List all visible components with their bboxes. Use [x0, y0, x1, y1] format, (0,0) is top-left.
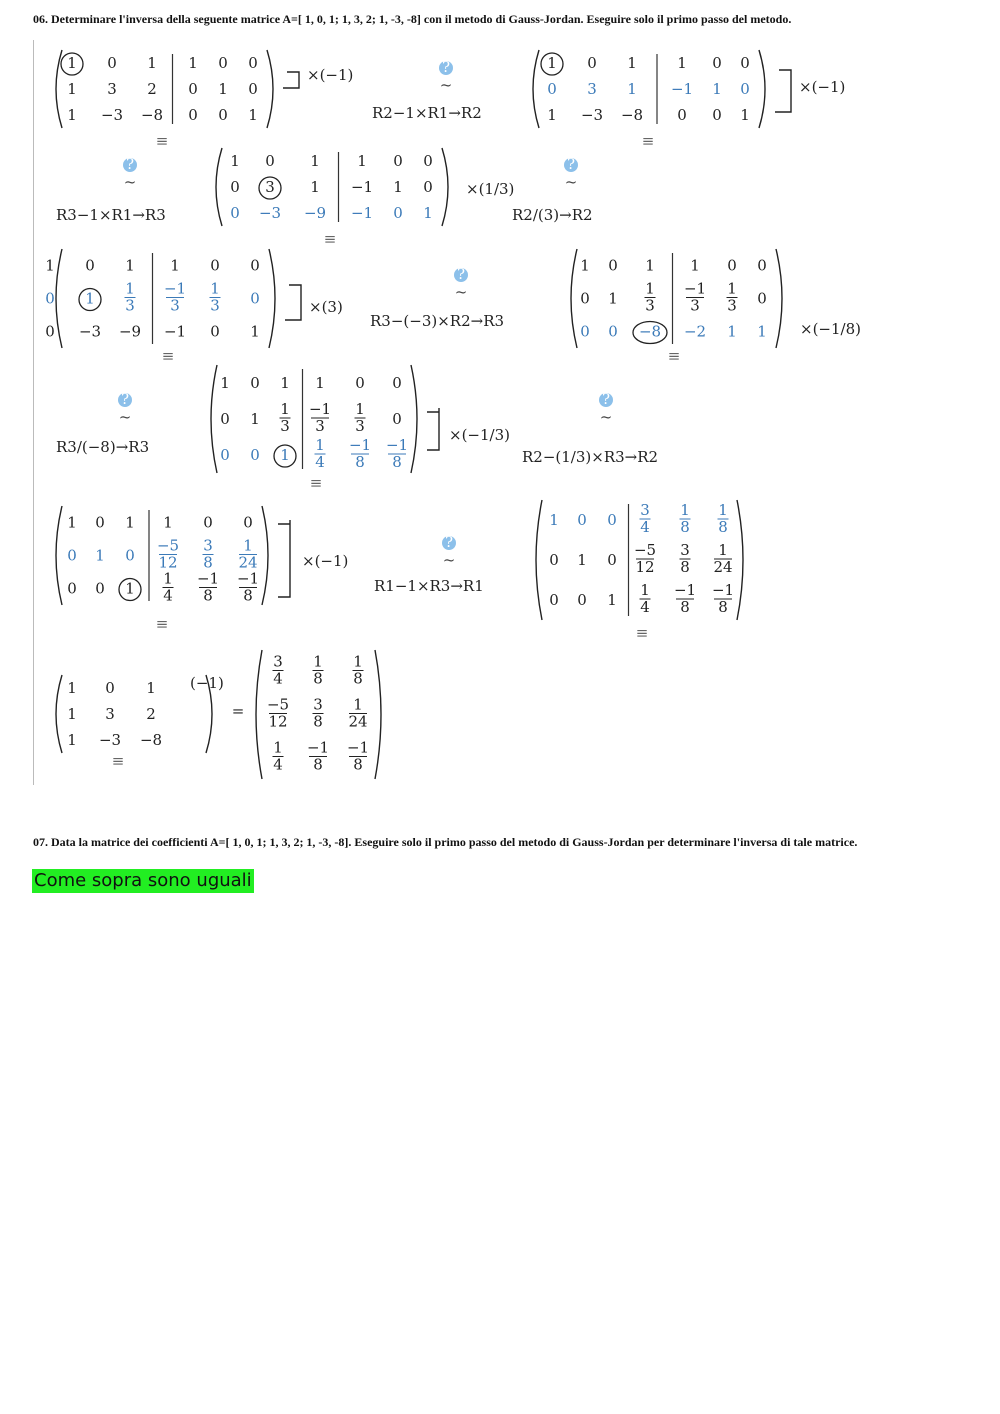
matrix-3-cell-2-1: −3 [258, 204, 282, 222]
matrix-3-cell-1-4: 1 [393, 178, 403, 196]
matrix-4-cell-0-1: 0 [85, 256, 95, 275]
matrix-3-cell-0-4: 0 [393, 152, 403, 170]
matrix-7-cell-0-5: 0 [243, 513, 253, 532]
matrix-2-cell-0-0: 1 [547, 54, 557, 72]
matrix-4-cell-0-5: 0 [250, 256, 260, 275]
operation-4: R3−(−3)×R2→R3 [370, 312, 505, 330]
tilde-icon-help-question-icon-6: ~ [599, 408, 613, 426]
matrix-7-cell-2-4-den: 8 [203, 586, 213, 605]
matrix-5-cell-2-5: 1 [757, 322, 767, 341]
matrix-4-left-paren [56, 249, 62, 348]
matrix-7-cell-2-1: 0 [95, 579, 105, 598]
equiv-icon-final: ≡ [111, 752, 125, 770]
matrix-5-cell-0-5: 0 [757, 256, 767, 275]
matrix-4-cell-2-1: −3 [78, 322, 102, 341]
matrix-7-cell-0-3: 1 [163, 513, 173, 532]
matrix-1-cell-1-5: 0 [248, 80, 258, 98]
matrix-8-cell-2-5-num: −1 [711, 581, 735, 599]
matrix-1-cell-1-4: 1 [218, 80, 228, 98]
matrix-4-right-paren [269, 249, 275, 348]
matrix-2-cell-2-1: −3 [580, 106, 604, 124]
final-A-cell-0-2: 1 [146, 679, 156, 697]
matrix-2-cell-0-2: 1 [627, 54, 637, 72]
matrix-7-cell-1-1: 1 [95, 546, 105, 565]
matrix-4-cell-0-2: 1 [125, 256, 135, 275]
equiv-icon-m8: ≡ [635, 624, 649, 642]
matrix-8-cell-0-2: 0 [607, 511, 617, 529]
matrix-2-cell-2-0: 1 [547, 106, 557, 124]
tilde-icon-help-question-icon-5: ~ [118, 408, 132, 426]
matrix-2-cell-1-4: 1 [712, 80, 722, 98]
matrix-7-right-paren [262, 506, 268, 605]
matrix-4-cell-1-4-den: 3 [210, 296, 220, 315]
matrix-3-cell-1-0: 0 [230, 178, 240, 196]
matrix-8-cell-1-5-den: 24 [713, 558, 733, 576]
matrix-6-cell-2-1: 0 [250, 446, 260, 464]
matrix-6-cell-1-3-num: −1 [308, 400, 332, 418]
operation-6: R2−(1/3)×R3→R2 [522, 448, 659, 466]
matrix-2-cell-1-3: −1 [670, 80, 694, 98]
operation-5: R3/(−8)→R3 [56, 438, 150, 456]
matrix-2-cell-2-2: −8 [620, 106, 644, 124]
matrix-8-cell-2-2: 1 [607, 591, 617, 609]
final-A-cell-0-0: 1 [67, 679, 77, 697]
equiv-icon-m2: ≡ [641, 132, 655, 150]
matrix-4-cell-0-0: 1 [45, 256, 55, 275]
matrix-5-cell-2-0: 0 [580, 322, 590, 341]
matrix-1-cell-0-3: 1 [188, 54, 198, 72]
row-op-arrow-5 [278, 520, 290, 597]
matrix-5-cell-0-1: 0 [608, 256, 618, 275]
final-A-cell-2-0: 1 [67, 731, 77, 749]
matrix-8-cell-2-0: 0 [549, 591, 559, 609]
matrix-5-cell-0-4: 0 [727, 256, 737, 275]
matrix-5-cell-1-1: 1 [608, 289, 618, 308]
matrix-6-right-paren [411, 365, 417, 473]
matrix-5-cell-1-0: 0 [580, 289, 590, 308]
matrix-4-cell-1-4-num: 1 [210, 279, 220, 298]
final-inverse-cell-2-1-num: −1 [306, 738, 330, 757]
final-inverse-cell-2-2-num: −1 [346, 738, 370, 757]
matrix-7-cell-2-4-num: −1 [196, 569, 220, 588]
final-inverse-cell-1-2-num: 1 [353, 695, 363, 714]
matrix-2-cell-1-1: 3 [587, 80, 597, 98]
final-inverse-cell-2-0-den: 4 [273, 755, 283, 774]
help-question-icon-4-mark: ? [456, 265, 466, 283]
matrix-4-cell-1-0: 0 [45, 289, 55, 308]
matrix-6-cell-0-4: 0 [355, 374, 365, 392]
matrix-7-cell-1-3-den: 12 [158, 553, 178, 572]
matrix-6-cell-2-2: 1 [280, 446, 290, 464]
final-inverse-cell-2-2-den: 8 [353, 755, 363, 774]
matrix-6-cell-2-4-num: −1 [348, 436, 372, 454]
matrix-3-cell-2-3: −1 [350, 204, 374, 222]
matrix-5-cell-1-4-num: 1 [727, 279, 737, 298]
matrix-8-cell-1-1: 1 [577, 551, 587, 569]
matrix-2-cell-0-3: 1 [677, 54, 687, 72]
equiv-icon-m6: ≡ [309, 474, 323, 492]
operation-2: R3−1×R1→R3 [56, 206, 166, 224]
final-inverse-cell-0-1-den: 8 [313, 669, 323, 688]
matrix-1-cell-2-3: 0 [188, 106, 198, 124]
tilde-icon-help-question-icon-3: ~ [564, 173, 578, 191]
matrix-5-cell-0-3: 1 [690, 256, 700, 275]
matrix-8-cell-1-3-den: 12 [635, 558, 655, 576]
matrix-5-left-paren [571, 249, 577, 348]
matrix-6-cell-0-3: 1 [315, 374, 325, 392]
matrix-8-cell-0-4-num: 1 [680, 501, 690, 519]
question-07-title: 07. Data la matrice dei coefficienti A=[ 1, 0, 1; 1, 3, 2; 1, -3, -8]. Eseguire solo il primo passo del metodo di Gauss-Jordan per determinare l'inversa di tale matrice. [33, 835, 858, 849]
matrix-7-cell-2-2: 1 [125, 579, 135, 598]
matrix-8-cell-2-1: 0 [577, 591, 587, 609]
matrix-6-cell-2-4-den: 8 [355, 453, 365, 471]
final-inverse-cell-0-0-den: 4 [273, 669, 283, 688]
matrix-6-cell-0-1: 0 [250, 374, 260, 392]
final-inverse-cell-1-1-den: 8 [313, 712, 323, 731]
matrix-7-cell-0-4: 0 [203, 513, 213, 532]
question-06-title: 06. Determinare l'inversa della seguente matrice A=[ 1, 0, 1; 1, 3, 2; 1, -3, -8] con il metodo di Gauss-Jordan. Eseguire solo il primo passo del metodo. [33, 12, 792, 26]
row-op-arrow-4 [427, 408, 439, 450]
multiplier-2: ×(−1) [799, 78, 846, 96]
matrix-5-cell-1-5: 0 [757, 289, 767, 308]
matrix-3-cell-1-2: 1 [310, 178, 320, 196]
matrix-1-cell-1-0: 1 [67, 80, 77, 98]
final-inverse-cell-0-2-num: 1 [353, 652, 363, 671]
matrix-4-cell-2-0: 0 [45, 322, 55, 341]
matrix-6-cell-1-2-den: 3 [280, 417, 290, 435]
matrix-7-cell-1-5-den: 24 [238, 553, 258, 572]
matrix-6-cell-1-4-den: 3 [355, 417, 365, 435]
matrix-1-cell-0-1: 0 [107, 54, 117, 72]
matrix-8-cell-0-0: 1 [549, 511, 559, 529]
tilde-icon-help-question-icon-1: ~ [439, 76, 453, 94]
matrix-3-cell-1-3: −1 [350, 178, 374, 196]
equiv-icon-m5: ≡ [667, 347, 681, 365]
matrix-8-cell-2-4-den: 8 [680, 598, 690, 616]
final-inverse-cell-0-2-den: 8 [353, 669, 363, 688]
matrix-3-cell-0-0: 1 [230, 152, 240, 170]
matrix-8-cell-2-4-num: −1 [673, 581, 697, 599]
matrix-2-cell-0-5: 0 [740, 54, 750, 72]
matrix-1-cell-2-0: 1 [67, 106, 77, 124]
matrix-7-cell-2-3-num: 1 [163, 569, 173, 588]
final-inverse-cell-1-0-num: −5 [266, 695, 290, 714]
matrix-3-right-paren [442, 148, 448, 226]
matrix-5-cell-1-3-den: 3 [690, 296, 700, 315]
operation-1: R2−1×R1→R2 [372, 104, 482, 122]
equiv-icon-m4: ≡ [161, 347, 175, 365]
matrix-7-cell-1-3-num: −5 [156, 536, 180, 555]
final-A-left-paren [56, 675, 62, 753]
final-inverse-exponent: (−1) [190, 674, 224, 692]
matrix-4-cell-0-4: 0 [210, 256, 220, 275]
matrix-3-left-paren [216, 148, 222, 226]
help-question-icon-7-mark: ? [444, 533, 454, 551]
matrix-8-cell-0-1: 0 [577, 511, 587, 529]
matrix-7-cell-1-4-num: 3 [203, 536, 213, 555]
matrix-4-cell-1-3-den: 3 [170, 296, 180, 315]
matrix-2-cell-2-5: 1 [740, 106, 750, 124]
matrix-7-left-paren [56, 506, 62, 605]
final-A-cell-0-1: 0 [105, 679, 115, 697]
matrix-3-cell-2-2: −9 [303, 204, 327, 222]
matrix-1-cell-2-4: 0 [218, 106, 228, 124]
matrix-1-cell-1-1: 3 [107, 80, 117, 98]
matrix-2-cell-0-1: 0 [587, 54, 597, 72]
matrix-8-cell-0-5-den: 8 [718, 518, 728, 536]
equiv-icon-m1: ≡ [155, 132, 169, 150]
matrix-3-cell-1-1: 3 [265, 178, 275, 196]
final-A-cell-1-1: 3 [105, 705, 115, 723]
matrix-4-cell-2-4: 0 [210, 322, 220, 341]
matrix-6-cell-1-2-num: 1 [280, 400, 290, 418]
matrix-2-left-paren [533, 50, 539, 128]
matrix-2-cell-0-4: 0 [712, 54, 722, 72]
matrix-1-cell-2-1: −3 [100, 106, 124, 124]
matrix-2-cell-1-2: 1 [627, 80, 637, 98]
matrix-7-cell-2-0: 0 [67, 579, 77, 598]
matrix-2-cell-2-3: 0 [677, 106, 687, 124]
matrix-8-left-paren [536, 500, 542, 620]
matrix-4-cell-1-2-num: 1 [125, 279, 135, 298]
matrix-6-cell-0-2: 1 [280, 374, 290, 392]
matrix-3-cell-2-0: 0 [230, 204, 240, 222]
matrix-3-cell-2-4: 0 [393, 204, 403, 222]
matrix-6-cell-1-1: 1 [250, 410, 260, 428]
matrix-6-cell-1-4-num: 1 [355, 400, 365, 418]
matrix-7-cell-0-1: 0 [95, 513, 105, 532]
matrix-7-cell-1-4-den: 8 [203, 553, 213, 572]
matrix-8-cell-1-4-den: 8 [680, 558, 690, 576]
final-A-cell-2-2: −8 [139, 731, 163, 749]
multiplier-6: ×(−1/3) [449, 426, 510, 444]
multiplier-1: ×(−1) [307, 66, 354, 84]
matrix-5-cell-0-0: 1 [580, 256, 590, 275]
matrix-2-cell-2-4: 0 [712, 106, 722, 124]
matrix-8-cell-2-3-den: 4 [640, 598, 650, 616]
matrix-4-cell-2-5: 1 [250, 322, 260, 341]
matrix-6-cell-2-5-den: 8 [392, 453, 402, 471]
matrix-5-cell-2-1: 0 [608, 322, 618, 341]
matrix-8-cell-0-4-den: 8 [680, 518, 690, 536]
matrix-8-right-paren [737, 500, 743, 620]
row-op-arrow-3 [285, 285, 301, 320]
matrix-4-cell-1-3-num: −1 [163, 279, 187, 298]
matrix-7-cell-0-0: 1 [67, 513, 77, 532]
equiv-icon-m3: ≡ [323, 230, 337, 248]
matrix-6-cell-2-5-num: −1 [385, 436, 409, 454]
matrix-7-cell-1-2: 0 [125, 546, 135, 565]
matrix-4-cell-2-3: −1 [163, 322, 187, 341]
matrix-8-cell-1-5-num: 1 [718, 541, 728, 559]
matrix-1-cell-0-4: 0 [218, 54, 228, 72]
matrix-6-cell-2-0: 0 [220, 446, 230, 464]
row-op-arrow-1 [283, 72, 299, 88]
matrix-3-cell-0-1: 0 [265, 152, 275, 170]
matrix-7-cell-0-2: 1 [125, 513, 135, 532]
matrix-7-cell-2-3-den: 4 [163, 586, 173, 605]
multiplier-4: ×(3) [309, 298, 343, 316]
final-A-cell-2-1: −3 [98, 731, 122, 749]
final-equals-sign: = [231, 702, 245, 720]
final-inverse-cell-2-1-den: 8 [313, 755, 323, 774]
matrix-8-cell-0-3-num: 3 [640, 501, 650, 519]
matrix-7-cell-1-5-num: 1 [243, 536, 253, 555]
matrix-6-cell-1-0: 0 [220, 410, 230, 428]
final-inverse-right-paren [375, 650, 381, 779]
matrix-3-cell-0-3: 1 [357, 152, 367, 170]
matrix-6-cell-2-3-den: 4 [315, 453, 325, 471]
matrix-7-cell-2-5-num: −1 [236, 569, 260, 588]
final-inverse-cell-0-0-num: 3 [273, 652, 283, 671]
matrix-1-cell-2-2: −8 [140, 106, 164, 124]
final-inverse-cell-1-0-den: 12 [268, 712, 288, 731]
matrix-8-cell-1-4-num: 3 [680, 541, 690, 559]
matrix-5-cell-1-2-den: 3 [645, 296, 655, 315]
tilde-icon-help-question-icon-4: ~ [454, 283, 468, 301]
matrix-6-left-paren [211, 365, 217, 473]
matrix-4-cell-0-3: 1 [170, 256, 180, 275]
matrix-7-cell-1-0: 0 [67, 546, 77, 565]
matrix-5-cell-1-3-num: −1 [683, 279, 707, 298]
final-inverse-cell-2-0-num: 1 [273, 738, 283, 757]
matrix-4-cell-2-2: −9 [118, 322, 142, 341]
multiplier-3: ×(1/3) [466, 180, 515, 198]
help-question-icon-6-mark: ? [601, 390, 611, 408]
matrix-5-cell-0-2: 1 [645, 256, 655, 275]
help-question-icon-1-mark: ? [441, 58, 451, 76]
matrix-5-cell-2-3: −2 [683, 322, 707, 341]
matrix-2-cell-1-0: 0 [547, 80, 557, 98]
multiplier-7: ×(−1) [302, 552, 349, 570]
operation-3: R2/(3)→R2 [512, 206, 593, 224]
matrix-1-cell-0-5: 0 [248, 54, 258, 72]
matrix-4-cell-1-1: 1 [85, 289, 95, 308]
matrix-5-cell-2-4: 1 [727, 322, 737, 341]
final-inverse-cell-1-2-den: 24 [348, 712, 368, 731]
matrix-5-cell-1-2-num: 1 [645, 279, 655, 298]
matrix-1-cell-1-3: 0 [188, 80, 198, 98]
matrix-6-cell-2-3-num: 1 [315, 436, 325, 454]
row-op-arrow-2 [775, 70, 791, 112]
matrix-7-cell-2-5-den: 8 [243, 586, 253, 605]
final-A-cell-1-2: 2 [146, 705, 156, 723]
matrix-1-cell-2-5: 1 [248, 106, 258, 124]
matrix-2-right-paren [759, 50, 765, 128]
final-inverse-left-paren [256, 650, 262, 779]
help-question-icon-2-mark: ? [125, 155, 135, 173]
multiplier-5: ×(−1/8) [800, 320, 861, 338]
tilde-icon-help-question-icon-7: ~ [442, 551, 456, 569]
matrix-8-cell-2-3-num: 1 [640, 581, 650, 599]
operation-7: R1−1×R3→R1 [374, 577, 484, 595]
matrix-3-cell-1-5: 0 [423, 178, 433, 196]
answer-highlight: Come sopra sono uguali [34, 870, 252, 891]
matrix-6-cell-0-5: 0 [392, 374, 402, 392]
help-question-icon-5-mark: ? [120, 390, 130, 408]
matrix-3-cell-0-5: 0 [423, 152, 433, 170]
matrix-8-cell-1-2: 0 [607, 551, 617, 569]
equiv-icon-m7: ≡ [155, 615, 169, 633]
matrix-8-cell-0-3-den: 4 [640, 518, 650, 536]
matrix-1-cell-0-0: 1 [67, 54, 77, 72]
matrix-8-cell-0-5-num: 1 [718, 501, 728, 519]
matrix-1-right-paren [267, 50, 273, 128]
matrix-4-cell-1-5: 0 [250, 289, 260, 308]
matrix-5-right-paren [776, 249, 782, 348]
matrix-6-cell-0-0: 1 [220, 374, 230, 392]
tilde-icon-help-question-icon-2: ~ [123, 173, 137, 191]
matrix-8-cell-2-5-den: 8 [718, 598, 728, 616]
matrix-5-cell-2-2: −8 [638, 322, 662, 341]
matrix-8-cell-1-0: 0 [549, 551, 559, 569]
matrix-6-cell-1-3-den: 3 [315, 417, 325, 435]
matrix-6-cell-1-5: 0 [392, 410, 402, 428]
matrix-3-cell-2-5: 1 [423, 204, 433, 222]
final-inverse-cell-1-1-num: 3 [313, 695, 323, 714]
matrix-5-cell-1-4-den: 3 [727, 296, 737, 315]
matrix-4-cell-1-2-den: 3 [125, 296, 135, 315]
matrix-8-cell-1-3-num: −5 [633, 541, 657, 559]
matrix-1-cell-0-2: 1 [147, 54, 157, 72]
final-A-cell-1-0: 1 [67, 705, 77, 723]
final-inverse-cell-0-1-num: 1 [313, 652, 323, 671]
matrix-1-cell-1-2: 2 [147, 80, 157, 98]
help-question-icon-3-mark: ? [566, 155, 576, 173]
matrix-2-cell-1-5: 0 [740, 80, 750, 98]
matrix-3-cell-0-2: 1 [310, 152, 320, 170]
